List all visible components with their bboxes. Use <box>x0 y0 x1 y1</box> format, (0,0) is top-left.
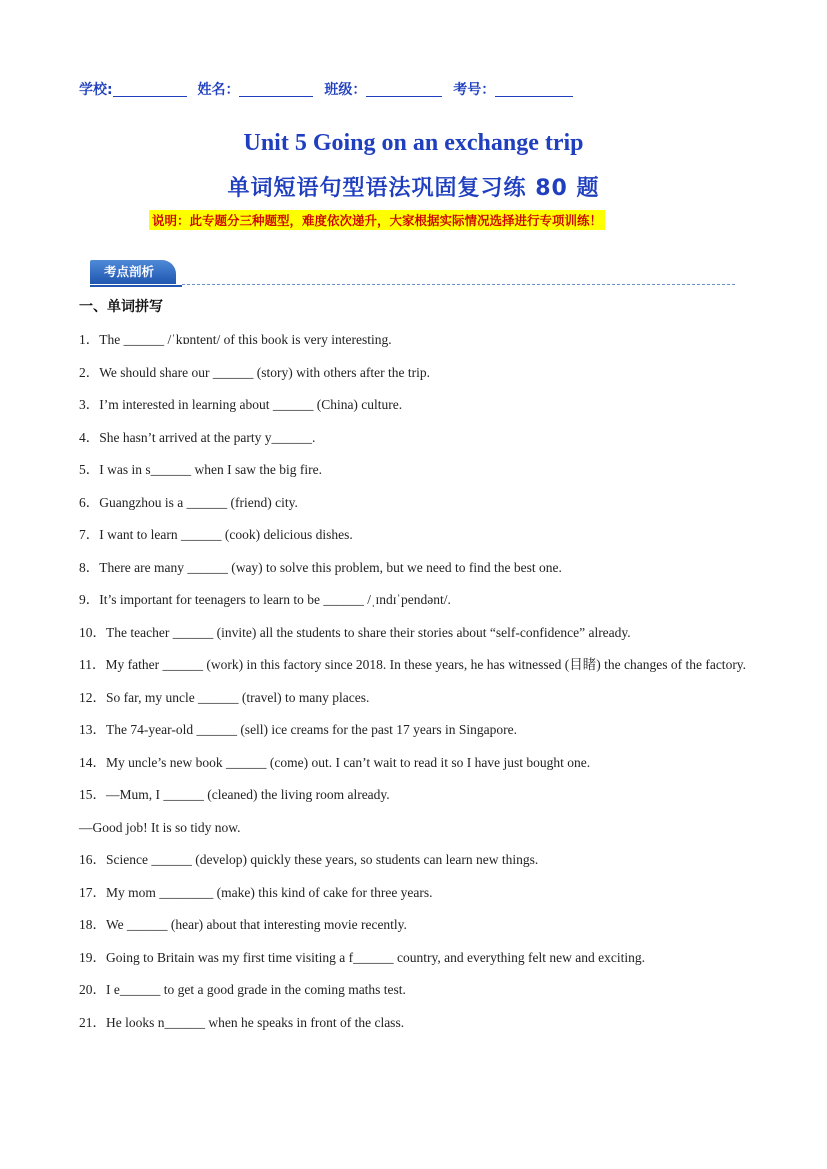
class-label: 班级： <box>324 82 367 98</box>
question-item: 16．Science ______ (develop) quickly these years, so students can learn new things. <box>79 852 539 867</box>
instructions-note: 说明：此专题分三种题型，难度依次递升，大家根据实际情况选择进行专项训练！ <box>149 210 605 230</box>
question-item: 9．It’s important for teenagers to learn to be ______ /ˌɪndɪˈpendənt/. <box>79 592 451 607</box>
question-item: 15．—Mum, I ______ (cleaned) the living room already. <box>79 787 390 802</box>
question-item: 5．I was in s______ when I saw the big fire. <box>79 462 322 477</box>
name-blank[interactable] <box>239 82 313 97</box>
name-label: 姓名： <box>197 82 240 98</box>
question-item: 3．I’m interested in learning about ______ (China) culture. <box>79 397 403 412</box>
section-underline <box>90 285 182 287</box>
question-item: 18．We ______ (hear) about that interesting movie recently. <box>79 917 407 932</box>
question-list <box>79 324 749 1039</box>
number-blank[interactable] <box>495 82 573 97</box>
section-tab: 考点剖析 <box>90 260 176 284</box>
school-label: 学校: <box>79 82 113 98</box>
number-label: 考号： <box>453 82 496 98</box>
page-title-chinese: 单词短语句型语法巩固复习练 80 题 <box>227 176 600 201</box>
student-info-line <box>79 79 579 99</box>
section-divider <box>182 284 735 285</box>
question-item: 4．She hasn’t arrived at the party y______. <box>79 429 316 445</box>
question-item: 8．There are many ______ (way) to solve this problem, but we need to find the best one. <box>79 559 562 575</box>
question-item: 14．My uncle’s new book ______ (come) out. I can’t wait to read it so I have just bought one. <box>79 754 591 770</box>
part-title: 一、单词拼写 <box>79 299 163 315</box>
question-item: 7．I want to learn ______ (cook) delicious dishes. <box>79 527 353 542</box>
school-blank[interactable] <box>113 82 187 97</box>
question-item: 12．So far, my uncle ______ (travel) to many places. <box>79 689 370 705</box>
question-response: —Good job! It is so tidy now. <box>79 819 241 835</box>
question-item: 13．The 74-year-old ______ (sell) ice creams for the past 17 years in Singapore. <box>79 722 517 737</box>
question-item: 11．My father ______ (work) in this factory since 2018. In these years, he has witnessed (目睹) the changes of the factory. <box>79 657 747 672</box>
section-banner <box>90 260 182 286</box>
question-item: 2．We should share our ______ (story) with others after the trip. <box>79 364 430 380</box>
question-item: 1．The ______ /ˈkɒntent/ of this book is very interesting. <box>79 332 392 347</box>
question-item: 19．Going to Britain was my first time visiting a f______ country, and everything felt new and exciting. <box>79 949 646 965</box>
page-title-english: Unit 5 Going on an exchange trip <box>243 130 584 156</box>
question-item: 6．Guangzhou is a ______ (friend) city. <box>79 494 298 510</box>
question-item: 20．I e______ to get a good grade in the coming maths test. <box>79 982 406 997</box>
question-item: 17．My mom ________ (make) this kind of cake for three years. <box>79 884 433 900</box>
question-item: 21．He looks n______ when he speaks in front of the class. <box>79 1014 405 1030</box>
class-blank[interactable] <box>366 82 442 97</box>
question-item: 10．The teacher ______ (invite) all the students to share their stories about “self-confidence” already. <box>79 624 631 640</box>
